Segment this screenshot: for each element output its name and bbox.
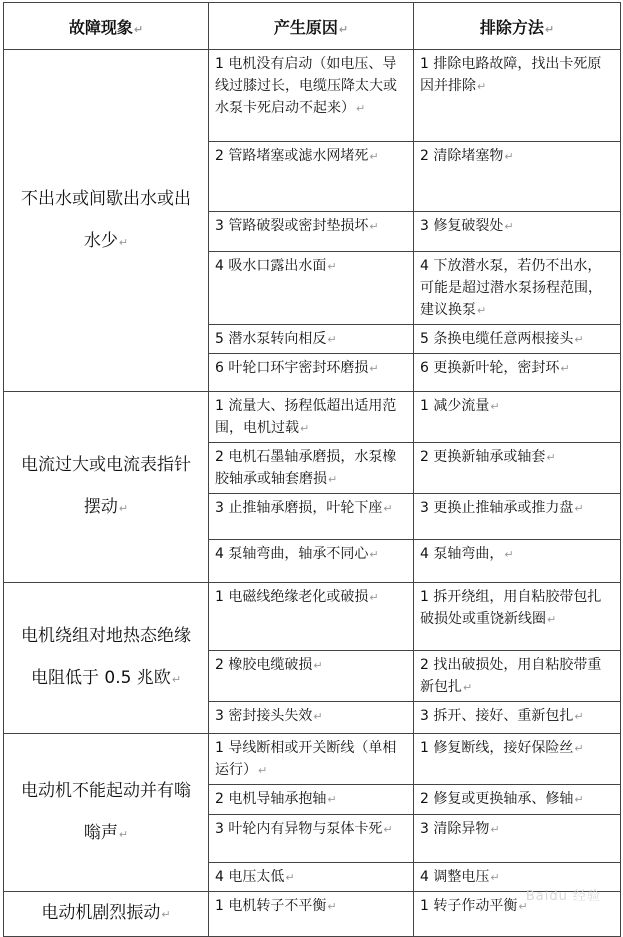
cause-cell: 2 橡胶电缆破损↵ xyxy=(209,651,414,702)
fix-cell: 3 修复破裂处↵ xyxy=(414,212,621,252)
fix-cell: 4 调整电压↵ xyxy=(414,863,621,892)
fix-cell: 2 更换新轴承或轴套↵ xyxy=(414,443,621,494)
header-cause: 产生原因↵ xyxy=(209,3,414,50)
cause-cell: 1 电机没有启动（如电压、导线过膝过长，电缆压降太大或水泵卡死启动不起来）↵ xyxy=(209,50,414,142)
symptom-cell: 电机绕组对地热态绝缘电阻低于 0.5 兆欧↵ xyxy=(4,583,209,734)
cause-cell: 3 密封接头失效↵ xyxy=(209,702,414,734)
cause-cell: 2 管路堵塞或滤水网堵死↵ xyxy=(209,142,414,212)
header-fix: 排除方法↵ xyxy=(414,3,621,50)
header-symptom: 故障现象↵ xyxy=(4,3,209,50)
cause-cell: 4 泵轴弯曲，轴承不同心↵ xyxy=(209,540,414,583)
watermark: Baidu 经验 xyxy=(525,889,601,904)
fix-cell: 3 更换止推轴承或推力盘↵ xyxy=(414,494,621,540)
fix-cell: 6 更换新叶轮，密封环↵ xyxy=(414,354,621,392)
header-row xyxy=(4,3,621,50)
fix-cell: 5 条换电缆任意两根接头↵ xyxy=(414,325,621,354)
table-row xyxy=(4,583,621,651)
table-row xyxy=(4,50,621,142)
table-row xyxy=(4,734,621,785)
fix-cell: 4 下放潜水泵，若仍不出水，可能是超过潜水泵扬程范围，建议换泵↵ xyxy=(414,252,621,325)
cause-cell: 1 流量大、扬程低超出适用范围，电机过载↵ xyxy=(209,392,414,443)
fix-cell: 2 清除堵塞物↵ xyxy=(414,142,621,212)
fix-cell: 1 转子作动平衡↵ xyxy=(414,892,621,937)
fault-table xyxy=(3,2,621,937)
cause-cell: 6 叶轮口环宇密封环磨损↵ xyxy=(209,354,414,392)
fix-cell: 2 找出破损处，用自粘胶带重新包扎↵ xyxy=(414,651,621,702)
cause-cell: 4 电压太低↵ xyxy=(209,863,414,892)
cause-cell: 5 潜水泵转向相反↵ xyxy=(209,325,414,354)
fix-cell: 1 排除电路故障，找出卡死原因并排除↵ xyxy=(414,50,621,142)
symptom-cell: 电流过大或电流表指针摆动↵ xyxy=(4,392,209,583)
fix-cell: 1 修复断线，接好保险丝↵ xyxy=(414,734,621,785)
symptom-cell: 电动机剧烈振动↵ xyxy=(4,892,209,937)
fix-cell: 1 减少流量↵ xyxy=(414,392,621,443)
cause-cell: 3 叶轮内有异物与泵体卡死↵ xyxy=(209,815,414,863)
cause-cell: 2 电机导轴承抱轴↵ xyxy=(209,785,414,815)
table-row xyxy=(4,392,621,443)
fix-cell: 1 拆开绕组，用自粘胶带包扎破损处或重饶新线圈↵ xyxy=(414,583,621,651)
fix-cell: 3 清除异物↵ xyxy=(414,815,621,863)
cause-cell: 3 止推轴承磨损，叶轮下座↵ xyxy=(209,494,414,540)
symptom-cell: 不出水或间歇出水或出水少↵ xyxy=(4,50,209,392)
cause-cell: 4 吸水口露出水面↵ xyxy=(209,252,414,325)
fix-cell: 4 泵轴弯曲，↵ xyxy=(414,540,621,583)
fix-cell: 2 修复或更换轴承、修轴↵ xyxy=(414,785,621,815)
symptom-cell: 电动机不能起动并有嗡嗡声↵ xyxy=(4,734,209,892)
cause-cell: 3 管路破裂或密封垫损坏↵ xyxy=(209,212,414,252)
cause-cell: 1 电磁线绝缘老化或破损↵ xyxy=(209,583,414,651)
fix-cell: 3 拆开、接好、重新包扎↵ xyxy=(414,702,621,734)
cause-cell: 1 导线断相或开关断线（单相运行）↵ xyxy=(209,734,414,785)
cause-cell: 1 电机转子不平衡↵ xyxy=(209,892,414,937)
cause-cell: 2 电机石墨轴承磨损，水泵橡胶轴承或轴套磨损↵ xyxy=(209,443,414,494)
